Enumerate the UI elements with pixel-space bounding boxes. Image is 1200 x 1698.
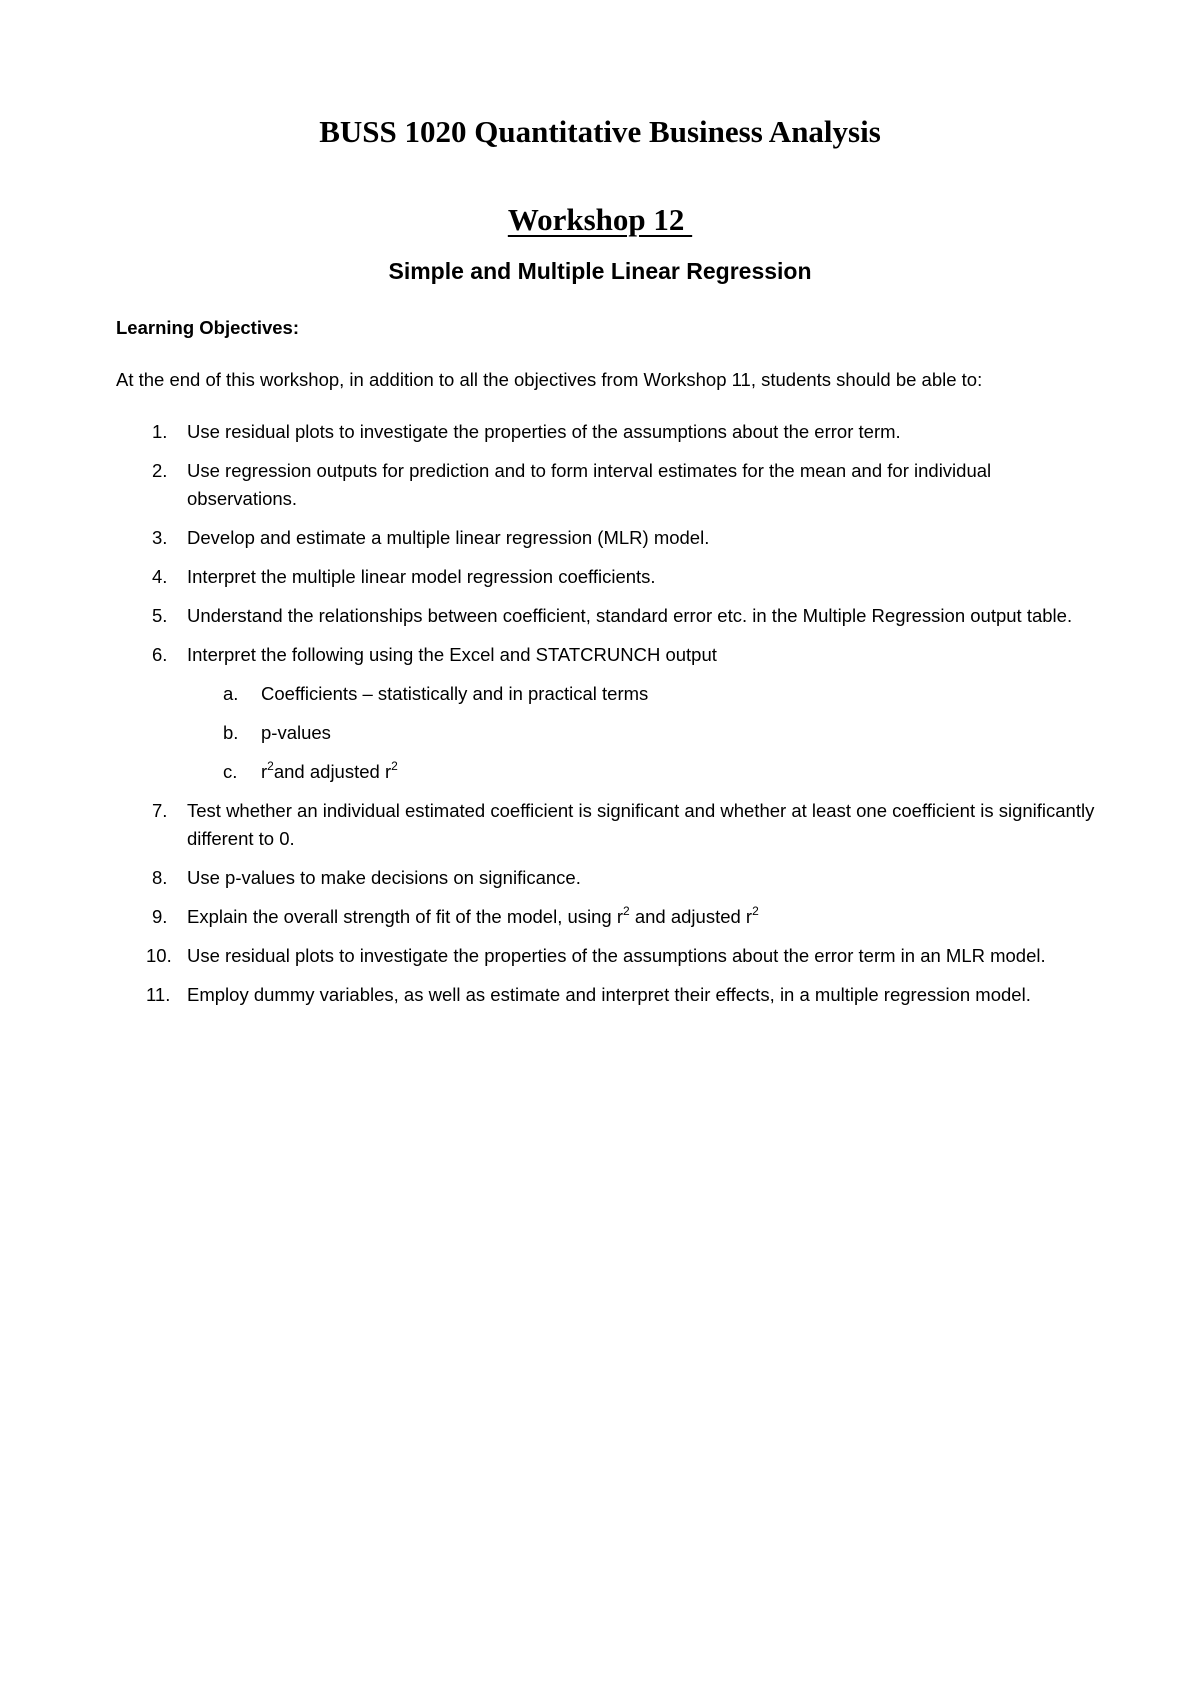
sub-item-text: Coefficients – statistically and in practical terms [261, 683, 649, 704]
objective-number: 1. [152, 421, 168, 442]
sub-item-letter: b. [223, 722, 239, 743]
objective-text: Employ dummy variables, as well as estimate and interpret their effects, in a multiple regression model. [187, 984, 1031, 1005]
objective-text-part-b: and adjusted r [629, 906, 753, 927]
objective-number: 10. [146, 945, 172, 966]
objective-item-5 [116, 602, 1096, 630]
objective-item-9 [116, 903, 1096, 931]
objective-text: Use p-values to make decisions on significance. [187, 867, 581, 888]
objective-text: Interpret the following using the Excel and STATCRUNCH output [187, 644, 717, 665]
superscript-2: 2 [267, 759, 274, 773]
objective-text-part-a: Explain the overall strength of fit of the model, using r [187, 906, 624, 927]
objective-number: 2. [152, 460, 168, 481]
objective-text [187, 906, 759, 927]
objective-item-6 [116, 641, 1096, 786]
objective-number: 6. [152, 644, 168, 665]
sub-item-c [187, 758, 1096, 786]
sub-item-text [261, 761, 398, 782]
workshop-heading [0, 200, 1200, 240]
objective-item-4 [116, 563, 1096, 591]
objective-number: 3. [152, 527, 168, 548]
objective-text: Use regression outputs for prediction and to form interval estimates for the mean and for individual observations. [187, 460, 992, 509]
document-subtitle: Simple and Multiple Linear Regression [388, 258, 812, 284]
objective-item-3 [116, 524, 1096, 552]
sub-item-letter: a. [223, 683, 239, 704]
objective-sublist [187, 680, 1096, 786]
document-title: BUSS 1020 Quantitative Business Analysis [319, 114, 881, 149]
objective-text: Interpret the multiple linear model regression coefficients. [187, 566, 656, 587]
objective-text: Use residual plots to investigate the properties of the assumptions about the error term. [187, 421, 901, 442]
r-symbol: r [261, 761, 268, 782]
intro-paragraph: At the end of this workshop, in addition to all the objectives from Workshop 11, students should be able to: [116, 369, 983, 390]
objective-number: 7. [152, 800, 168, 821]
objective-item-1 [116, 418, 1096, 446]
objective-number: 11. [146, 984, 171, 1005]
objective-text: Test whether an individual estimated coefficient is significant and whether at least one coefficient is significantly different to 0. [187, 800, 1095, 849]
workshop-heading-text: Workshop 12 [507, 202, 693, 237]
objectives-list [116, 418, 1096, 1020]
sub-item-letter: c. [223, 761, 238, 782]
objective-item-2 [116, 457, 1096, 513]
learning-objectives-heading: Learning Objectives: [116, 317, 299, 338]
objective-number: 8. [152, 867, 168, 888]
superscript-2: 2 [391, 759, 398, 773]
objective-number: 9. [152, 906, 168, 927]
objective-text: Develop and estimate a multiple linear regression (MLR) model. [187, 527, 710, 548]
superscript-2: 2 [623, 904, 630, 918]
superscript-2: 2 [752, 904, 759, 918]
sub-item-b [187, 719, 1096, 747]
objective-number: 4. [152, 566, 168, 587]
sub-item-text-mid: and adjusted r [273, 761, 392, 782]
objective-text: Use residual plots to investigate the properties of the assumptions about the error term in an MLR model. [187, 945, 1046, 966]
objective-item-8 [116, 864, 1096, 892]
objective-item-11 [116, 981, 1096, 1009]
objective-item-7 [116, 797, 1096, 853]
objective-number: 5. [152, 605, 168, 626]
objective-text: Understand the relationships between coefficient, standard error etc. in the Multiple Regression output table. [187, 605, 1073, 626]
objective-item-10 [116, 942, 1096, 970]
sub-item-a [187, 680, 1096, 708]
sub-item-text: p-values [261, 722, 331, 743]
